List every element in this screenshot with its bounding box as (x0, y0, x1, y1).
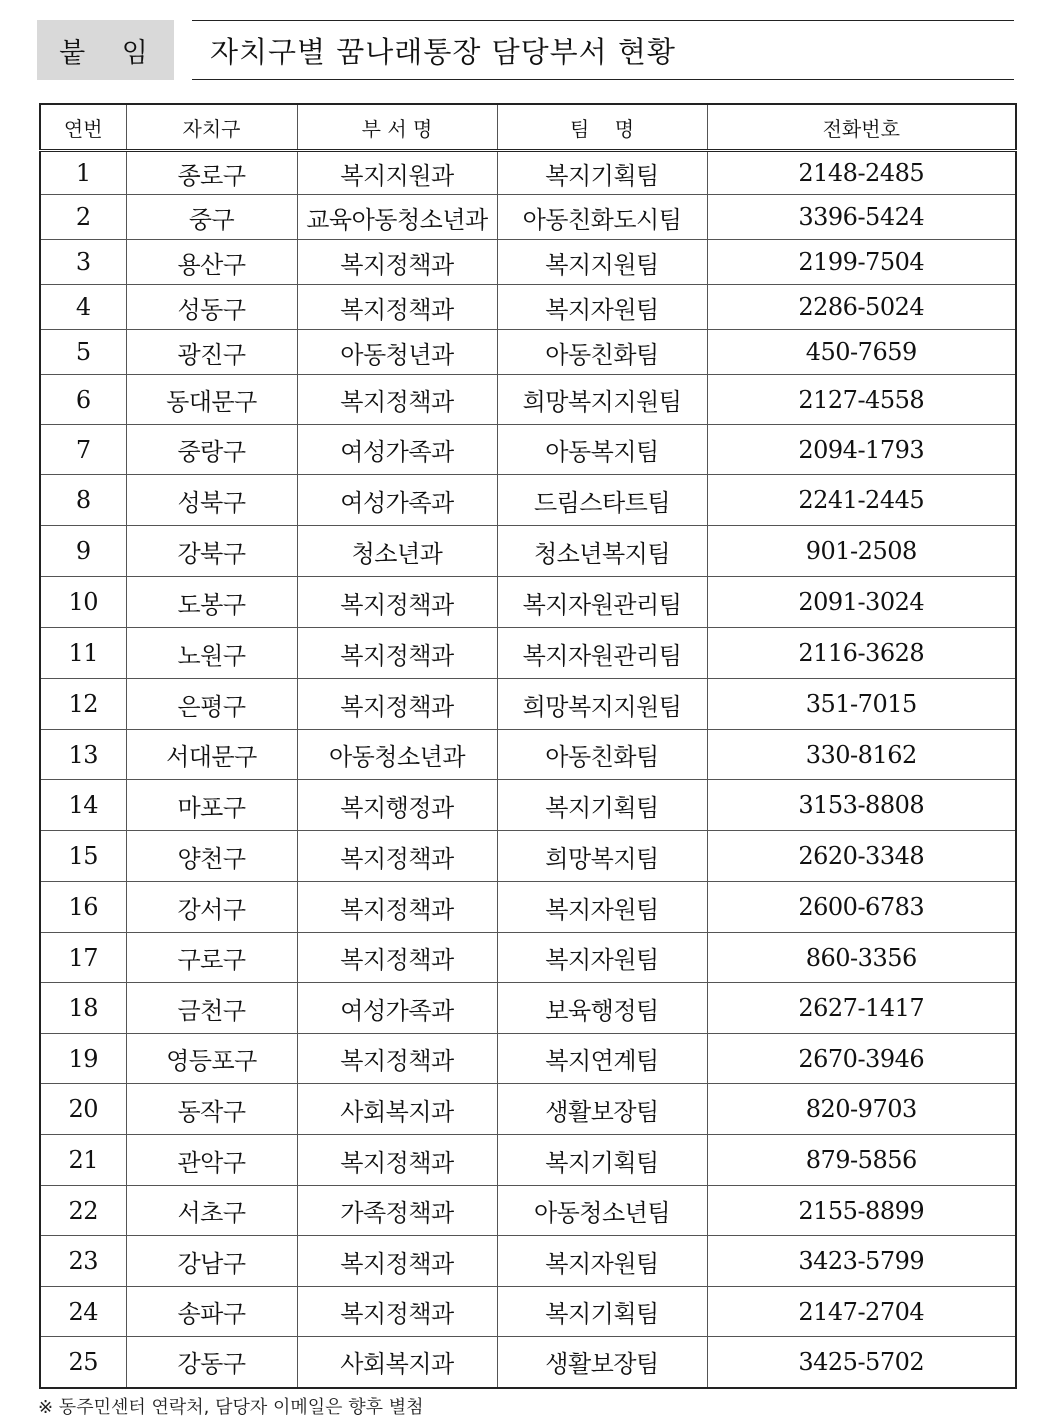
cell-department: 교육아동청소년과 (297, 195, 497, 240)
table-header-row (40, 104, 1016, 151)
cell-phone: 2627-1417 (707, 983, 1016, 1034)
cell-team: 복지기획팀 (497, 780, 707, 831)
cell-phone: 2620-3348 (707, 831, 1016, 882)
cell-department: 가족정책과 (297, 1186, 497, 1236)
cell-phone: 351-7015 (707, 679, 1016, 730)
department-table (39, 103, 1017, 1389)
cell-team: 복지자원팀 (497, 933, 707, 983)
table-row (40, 933, 1016, 983)
cell-number: 20 (40, 1084, 126, 1135)
cell-phone: 2094-1793 (707, 425, 1016, 475)
table-row (40, 1084, 1016, 1135)
table-row (40, 1287, 1016, 1337)
cell-district: 중랑구 (126, 425, 297, 475)
cell-team: 보육행정팀 (497, 983, 707, 1034)
cell-department: 여성가족과 (297, 425, 497, 475)
cell-phone: 330-8162 (707, 730, 1016, 780)
table-row (40, 285, 1016, 330)
cell-department: 아동청소년과 (297, 730, 497, 780)
cell-department: 복지정책과 (297, 882, 497, 933)
col-header-district: 자치구 (126, 104, 297, 151)
cell-district: 종로구 (126, 151, 297, 195)
col-header-department: 부 서 명 (297, 104, 497, 151)
table-row (40, 1135, 1016, 1186)
cell-district: 성북구 (126, 475, 297, 526)
table-row (40, 730, 1016, 780)
cell-phone: 820-9703 (707, 1084, 1016, 1135)
cell-number: 2 (40, 195, 126, 240)
cell-number: 3 (40, 240, 126, 285)
cell-district: 서초구 (126, 1186, 297, 1236)
cell-number: 19 (40, 1034, 126, 1084)
cell-department: 아동청년과 (297, 330, 497, 375)
cell-district: 동작구 (126, 1084, 297, 1135)
cell-district: 구로구 (126, 933, 297, 983)
attachment-tag: 붙 임 (37, 20, 174, 80)
cell-number: 21 (40, 1135, 126, 1186)
table-row (40, 151, 1016, 195)
cell-number: 15 (40, 831, 126, 882)
cell-department: 복지행정과 (297, 780, 497, 831)
cell-team: 청소년복지팀 (497, 526, 707, 577)
cell-number: 22 (40, 1186, 126, 1236)
cell-phone: 2199-7504 (707, 240, 1016, 285)
cell-team: 복지기획팀 (497, 1135, 707, 1186)
cell-phone: 2155-8899 (707, 1186, 1016, 1236)
cell-district: 은평구 (126, 679, 297, 730)
cell-district: 강동구 (126, 1337, 297, 1388)
cell-team: 복지기획팀 (497, 151, 707, 195)
cell-district: 성동구 (126, 285, 297, 330)
cell-department: 복지정책과 (297, 577, 497, 628)
cell-department: 여성가족과 (297, 475, 497, 526)
table-row (40, 577, 1016, 628)
cell-department: 복지정책과 (297, 1034, 497, 1084)
cell-team: 아동복지팀 (497, 425, 707, 475)
table-row (40, 1034, 1016, 1084)
cell-district: 서대문구 (126, 730, 297, 780)
cell-team: 복지자원관리팀 (497, 628, 707, 679)
cell-department: 복지지원과 (297, 151, 497, 195)
cell-team: 복지지원팀 (497, 240, 707, 285)
table-row (40, 983, 1016, 1034)
cell-phone: 3423-5799 (707, 1236, 1016, 1287)
cell-district: 송파구 (126, 1287, 297, 1337)
table-row (40, 375, 1016, 425)
col-header-number: 연번 (40, 104, 126, 151)
cell-number: 25 (40, 1337, 126, 1388)
cell-district: 용산구 (126, 240, 297, 285)
table-row (40, 1186, 1016, 1236)
cell-phone: 2147-2704 (707, 1287, 1016, 1337)
cell-district: 양천구 (126, 831, 297, 882)
cell-phone: 2286-5024 (707, 285, 1016, 330)
table-row (40, 1236, 1016, 1287)
cell-department: 복지정책과 (297, 1135, 497, 1186)
cell-team: 생활보장팀 (497, 1337, 707, 1388)
cell-phone: 3153-8808 (707, 780, 1016, 831)
footnote: ※ 동주민센터 연락처, 담당자 이메일은 향후 별첨 (38, 1397, 424, 1418)
cell-district: 중구 (126, 195, 297, 240)
table-row (40, 628, 1016, 679)
table-row (40, 195, 1016, 240)
cell-number: 17 (40, 933, 126, 983)
cell-phone: 2116-3628 (707, 628, 1016, 679)
cell-district: 강서구 (126, 882, 297, 933)
cell-district: 영등포구 (126, 1034, 297, 1084)
cell-department: 복지정책과 (297, 831, 497, 882)
cell-district: 강남구 (126, 1236, 297, 1287)
cell-department: 복지정책과 (297, 1236, 497, 1287)
cell-number: 14 (40, 780, 126, 831)
cell-number: 12 (40, 679, 126, 730)
cell-number: 6 (40, 375, 126, 425)
cell-district: 도봉구 (126, 577, 297, 628)
cell-phone: 2148-2485 (707, 151, 1016, 195)
cell-number: 11 (40, 628, 126, 679)
document-title: 자치구별 꿈나래통장 담당부서 현황 (192, 20, 1014, 80)
cell-phone: 2127-4558 (707, 375, 1016, 425)
cell-department: 사회복지과 (297, 1084, 497, 1135)
cell-district: 광진구 (126, 330, 297, 375)
cell-department: 복지정책과 (297, 933, 497, 983)
cell-district: 금천구 (126, 983, 297, 1034)
cell-team: 복지자원팀 (497, 882, 707, 933)
cell-department: 복지정책과 (297, 285, 497, 330)
cell-department: 복지정책과 (297, 679, 497, 730)
cell-department: 여성가족과 (297, 983, 497, 1034)
table-row (40, 425, 1016, 475)
cell-team: 드림스타트팀 (497, 475, 707, 526)
cell-department: 복지정책과 (297, 628, 497, 679)
cell-number: 18 (40, 983, 126, 1034)
cell-number: 9 (40, 526, 126, 577)
cell-team: 아동친화팀 (497, 330, 707, 375)
cell-district: 마포구 (126, 780, 297, 831)
col-header-team: 팀 명 (497, 104, 707, 151)
cell-district: 관악구 (126, 1135, 297, 1186)
cell-number: 23 (40, 1236, 126, 1287)
cell-number: 13 (40, 730, 126, 780)
cell-phone: 2670-3946 (707, 1034, 1016, 1084)
cell-phone: 3396-5424 (707, 195, 1016, 240)
cell-phone: 879-5856 (707, 1135, 1016, 1186)
cell-district: 동대문구 (126, 375, 297, 425)
cell-department: 사회복지과 (297, 1337, 497, 1388)
cell-team: 복지자원팀 (497, 285, 707, 330)
cell-district: 강북구 (126, 526, 297, 577)
cell-team: 희망복지팀 (497, 831, 707, 882)
cell-number: 8 (40, 475, 126, 526)
table-row (40, 526, 1016, 577)
cell-phone: 860-3356 (707, 933, 1016, 983)
cell-number: 7 (40, 425, 126, 475)
cell-team: 아동청소년팀 (497, 1186, 707, 1236)
cell-department: 복지정책과 (297, 1287, 497, 1337)
cell-phone: 450-7659 (707, 330, 1016, 375)
col-header-phone: 전화번호 (707, 104, 1016, 151)
cell-team: 희망복지지원팀 (497, 679, 707, 730)
cell-number: 4 (40, 285, 126, 330)
cell-team: 복지연계팀 (497, 1034, 707, 1084)
cell-team: 아동친화팀 (497, 730, 707, 780)
cell-team: 아동친화도시팀 (497, 195, 707, 240)
table-row (40, 679, 1016, 730)
cell-team: 복지자원관리팀 (497, 577, 707, 628)
cell-number: 10 (40, 577, 126, 628)
cell-team: 생활보장팀 (497, 1084, 707, 1135)
cell-phone: 2600-6783 (707, 882, 1016, 933)
table-row (40, 1337, 1016, 1388)
cell-department: 청소년과 (297, 526, 497, 577)
cell-phone: 2091-3024 (707, 577, 1016, 628)
cell-department: 복지정책과 (297, 375, 497, 425)
cell-phone: 3425-5702 (707, 1337, 1016, 1388)
cell-department: 복지정책과 (297, 240, 497, 285)
table-row (40, 240, 1016, 285)
cell-number: 16 (40, 882, 126, 933)
cell-district: 노원구 (126, 628, 297, 679)
cell-team: 희망복지지원팀 (497, 375, 707, 425)
document-header (37, 20, 1014, 80)
table-body (40, 151, 1016, 1388)
cell-phone: 2241-2445 (707, 475, 1016, 526)
cell-phone: 901-2508 (707, 526, 1016, 577)
cell-team: 복지기획팀 (497, 1287, 707, 1337)
table-row (40, 831, 1016, 882)
table-row (40, 330, 1016, 375)
table-row (40, 475, 1016, 526)
cell-number: 5 (40, 330, 126, 375)
cell-number: 24 (40, 1287, 126, 1337)
cell-number: 1 (40, 151, 126, 195)
table-row (40, 882, 1016, 933)
table-row (40, 780, 1016, 831)
cell-team: 복지자원팀 (497, 1236, 707, 1287)
